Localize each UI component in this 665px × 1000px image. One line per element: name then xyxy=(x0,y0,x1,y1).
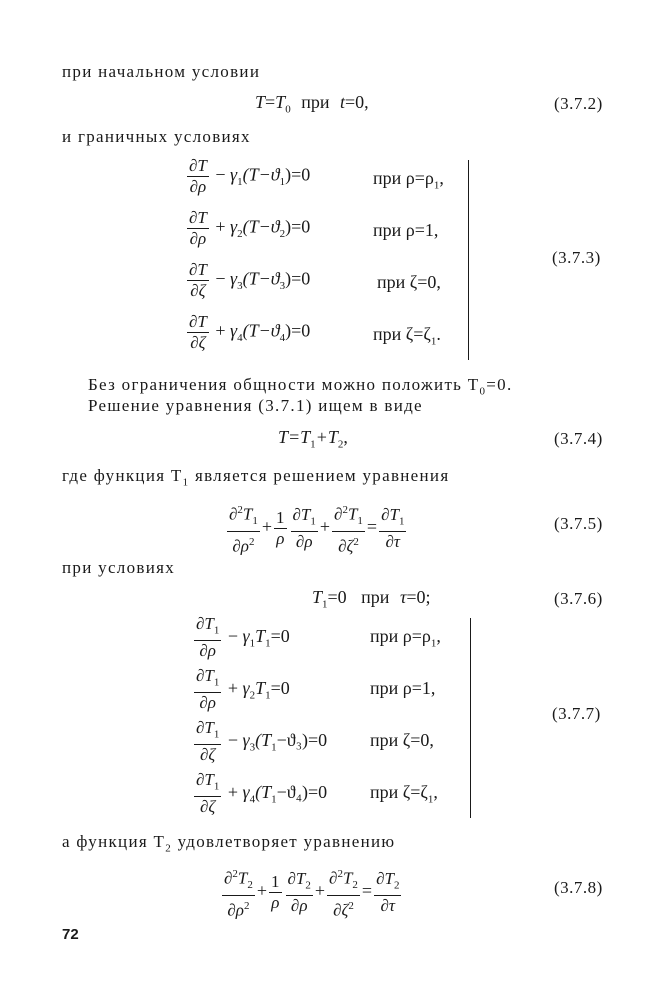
page-number: 72 xyxy=(62,926,79,943)
numerator: ∂T xyxy=(189,260,207,279)
condition xyxy=(373,168,444,192)
condition xyxy=(370,782,438,806)
sign: − xyxy=(210,164,231,185)
equation-number-3-7-7: (3.7.7) xyxy=(552,704,601,723)
term: (T−ϑ xyxy=(242,320,280,341)
system-row xyxy=(185,260,441,301)
condition-end: , xyxy=(436,626,441,646)
equation-number-3-7-4: (3.7.4) xyxy=(554,429,603,448)
term: (T−ϑ xyxy=(242,268,280,289)
sign: + xyxy=(223,677,243,698)
condition-text: при ρ=ρ xyxy=(373,168,434,188)
fraction xyxy=(187,260,209,301)
term-sub: 1 xyxy=(271,793,277,806)
condition xyxy=(373,324,441,348)
condition xyxy=(370,678,435,699)
text-line-function-t1: где функция $T_1$ является решением уравнения xyxy=(62,466,450,489)
system-row xyxy=(192,718,434,765)
tail: −ϑ₄)=0 xyxy=(276,781,328,802)
tail: =0 xyxy=(270,625,290,646)
numerator-sub: 1 xyxy=(213,676,220,689)
term: (T xyxy=(255,729,272,750)
gamma: γ xyxy=(242,781,250,802)
term: T xyxy=(255,625,266,646)
theta-sub: 2 xyxy=(279,228,286,241)
condition xyxy=(370,730,434,751)
term-sub: 1 xyxy=(265,689,271,702)
eq-lhs: T xyxy=(255,92,266,112)
term: (T−ϑ xyxy=(242,164,280,185)
condition-text: при ζ=ζ xyxy=(373,324,431,344)
condition xyxy=(373,220,438,241)
condition-sub: 1 xyxy=(427,793,434,806)
gamma-sub: 2 xyxy=(237,228,243,241)
denominator: ∂ζ xyxy=(200,745,216,765)
gamma: γ xyxy=(230,216,238,237)
fraction xyxy=(187,156,209,197)
gamma: γ xyxy=(230,320,238,341)
sign: + xyxy=(210,320,231,341)
numerator: $\partial T_1$ xyxy=(194,614,221,641)
condition-text: при ρ=ρ xyxy=(370,626,431,646)
numerator: ∂T xyxy=(189,156,207,175)
equation-3-7-4: $T=T_1+T_2$, xyxy=(278,427,348,451)
gamma: γ xyxy=(230,164,238,185)
gamma-sub: 2 xyxy=(249,689,256,702)
fraction xyxy=(187,208,209,249)
numerator: $\partial T_1$ xyxy=(194,718,221,745)
equation-number-3-7-5: (3.7.5) xyxy=(554,514,603,533)
gamma-sub: 1 xyxy=(237,176,243,189)
condition-text: при ζ=0, xyxy=(377,272,441,292)
theta-sub: 1 xyxy=(279,176,286,189)
text-line-solution-form: Решение уравнения (3.7.1) ищем в виде xyxy=(88,396,423,415)
numerator-sub: 1 xyxy=(213,780,220,793)
theta-sub: 4 xyxy=(279,332,286,345)
condition-text: при ρ=1, xyxy=(373,220,439,240)
equation-3-7-2: $T=T_0$ при t=0, xyxy=(255,92,369,116)
sign: − xyxy=(223,625,243,646)
denominator: ∂ρ xyxy=(189,177,207,196)
fraction xyxy=(194,666,221,713)
gamma-sub: 4 xyxy=(249,793,256,806)
condition-sub: 1 xyxy=(433,179,440,192)
equation-number-3-7-8: (3.7.8) xyxy=(554,878,603,897)
gamma-sub: 1 xyxy=(249,637,256,650)
numerator: $\partial T_1$ xyxy=(194,770,221,797)
denominator: ∂ρ xyxy=(199,693,216,713)
text-line-initial-condition: при начальном условии xyxy=(62,62,261,81)
sign: + xyxy=(210,216,231,237)
gamma: γ xyxy=(230,268,238,289)
fraction xyxy=(194,770,221,817)
close: )=0 xyxy=(285,268,311,289)
equation-number-3-7-2: (3.7.2) xyxy=(554,94,603,113)
gamma: γ xyxy=(242,625,250,646)
fraction xyxy=(187,312,209,353)
condition-sub: 1 xyxy=(430,335,437,348)
denominator: ∂ζ xyxy=(190,281,206,300)
close: )=0 xyxy=(285,320,311,341)
term: (T xyxy=(255,781,272,802)
condition-end: , xyxy=(439,168,444,188)
tail: −ϑ₃)=0 xyxy=(276,729,328,750)
denominator: ∂ρ xyxy=(189,229,207,248)
text-line-generality: Без ограничения общности можно положить $T_0=0$. xyxy=(88,375,513,398)
condition-text: при ρ=1, xyxy=(370,678,436,698)
denominator: ∂ρ xyxy=(199,641,216,661)
gamma-sub: 3 xyxy=(249,741,256,754)
gamma: γ xyxy=(242,729,250,750)
sign: − xyxy=(210,268,231,289)
system-row xyxy=(192,666,436,713)
equation-3-7-5: $\frac{\partial^2T_1}{\partial\rho^2}$ + $\frac{1}{\rho}$ $\frac{\partial T_1}{\partial\rho}$ + $\frac{\partial^2T_1}{\partial\zeta^2}$ = $\frac{\partial T_1}{\partial\tau}$ xyxy=(225,500,408,557)
equation-number-3-7-6: (3.7.6) xyxy=(554,589,603,608)
condition-text: при ζ=ζ xyxy=(370,782,428,802)
fraction xyxy=(194,718,221,765)
condition-end: , xyxy=(433,782,438,802)
gamma-sub: 4 xyxy=(237,332,243,345)
term-sub: 1 xyxy=(265,637,271,650)
fraction xyxy=(194,614,221,661)
equation-3-7-8: $\frac{\partial^2T_2}{\partial\rho^2}$ + $\frac{1}{\rho}$ $\frac{\partial T_2}{\partial\rho}$ + $\frac{\partial^2T_2}{\partial\zeta^2}$ = $\frac{\partial T_2}{\partial\tau}$ xyxy=(220,864,403,921)
denominator: ∂ζ xyxy=(190,333,206,352)
text-line-under-conditions: при условиях xyxy=(62,558,176,577)
sign: − xyxy=(223,729,243,750)
numerator-sub: 1 xyxy=(213,728,220,741)
term: (T−ϑ xyxy=(242,216,280,237)
text-line-function-t2: а функция $T_2$ удовлетворяет уравнению xyxy=(62,832,396,855)
gamma: γ xyxy=(242,677,250,698)
term-sub: 1 xyxy=(271,741,277,754)
right-brace-3-7-3 xyxy=(460,160,469,360)
condition-text: при ζ=0, xyxy=(370,730,434,750)
numerator: ∂T xyxy=(189,312,207,331)
numerator-sub: 1 xyxy=(213,624,220,637)
numerator: $\partial T_1$ xyxy=(194,666,221,693)
term: T xyxy=(255,677,266,698)
equation-3-7-6: $T_1=0$ при τ=0; xyxy=(312,587,431,611)
tail: =0 xyxy=(270,677,290,698)
close: )=0 xyxy=(285,216,311,237)
system-row xyxy=(185,208,439,249)
condition xyxy=(370,626,441,650)
text-line-boundary-conditions: и граничных условиях xyxy=(62,127,251,146)
denominator: ∂ζ xyxy=(200,797,216,817)
close: )=0 xyxy=(285,164,311,185)
numerator: ∂T xyxy=(189,208,207,227)
right-brace-3-7-7 xyxy=(462,618,471,818)
condition-sub: 1 xyxy=(430,637,437,650)
condition xyxy=(377,272,441,293)
sign: + xyxy=(223,781,243,802)
gamma-sub: 3 xyxy=(237,280,243,293)
theta-sub: 3 xyxy=(279,280,286,293)
equation-number-3-7-3: (3.7.3) xyxy=(552,248,601,267)
condition-end: . xyxy=(436,324,441,344)
